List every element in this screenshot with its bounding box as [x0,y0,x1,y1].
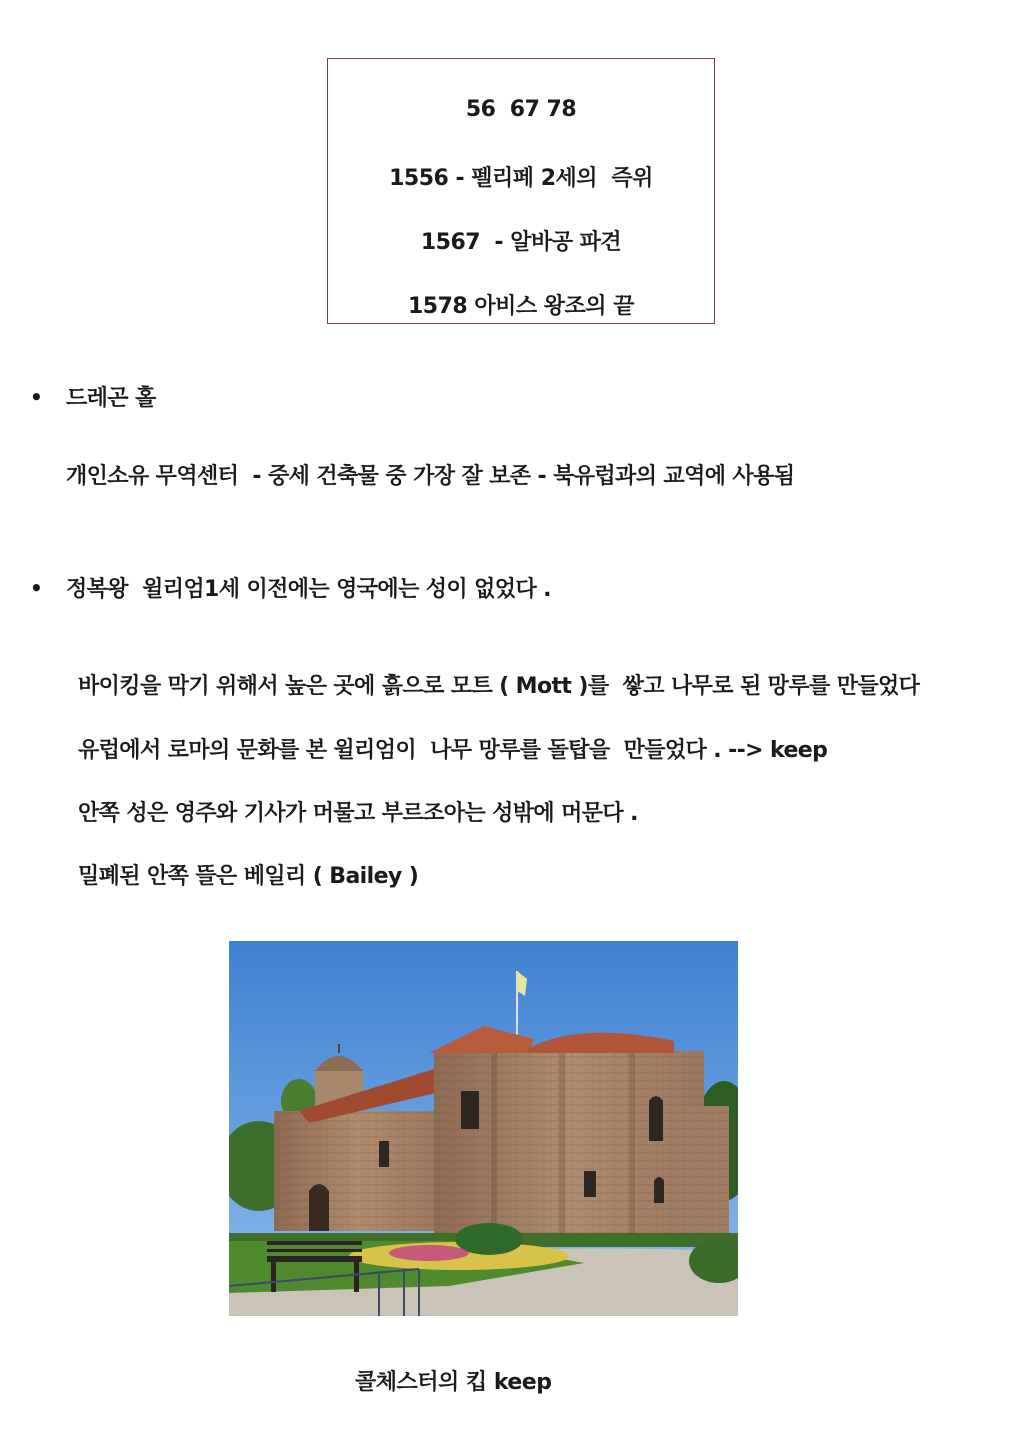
timeline-line: 1567 - 알바공 파견 [420,230,622,255]
section-line: 안쪽 성은 영주와 기사가 머물고 부르조아는 성밖에 머문다 . [78,801,638,826]
section-line: 밀폐된 안쪽 뜰은 베일리 ( Bailey ) [78,864,419,889]
timeline-line: 1578 아비스 왕조의 끝 [408,294,634,319]
section-heading-dragon-hall: 드레곤 홀 [66,386,156,411]
castle-keep-photo [229,941,738,1316]
timeline-line: 1556 - 펠리페 2세의 즉위 [389,166,653,191]
section-heading-william: 정복왕 윌리엄1세 이전에는 영국에는 성이 없었다 . [66,577,551,602]
section-line: 바이킹을 막기 위해서 높은 곳에 흙으로 모트 ( Mott )를 쌓고 나무로 된 망루를 만들었다 [78,674,920,699]
bullet-icon: • [30,576,43,600]
section-line: 개인소유 무역센터 - 중세 건축물 중 가장 잘 보존 - 북유럽과의 교역에 사용됨 [66,464,795,489]
timeline-box [327,58,715,324]
timeline-line: 56 67 78 [465,97,577,122]
section-line: 유럽에서 로마의 문화를 본 윌리엄이 나무 망루를 돌탑을 만들었다 . --> keep [78,738,828,763]
photo-caption: 콜체스터의 킵 keep [355,1370,552,1395]
bullet-icon: • [30,385,43,409]
